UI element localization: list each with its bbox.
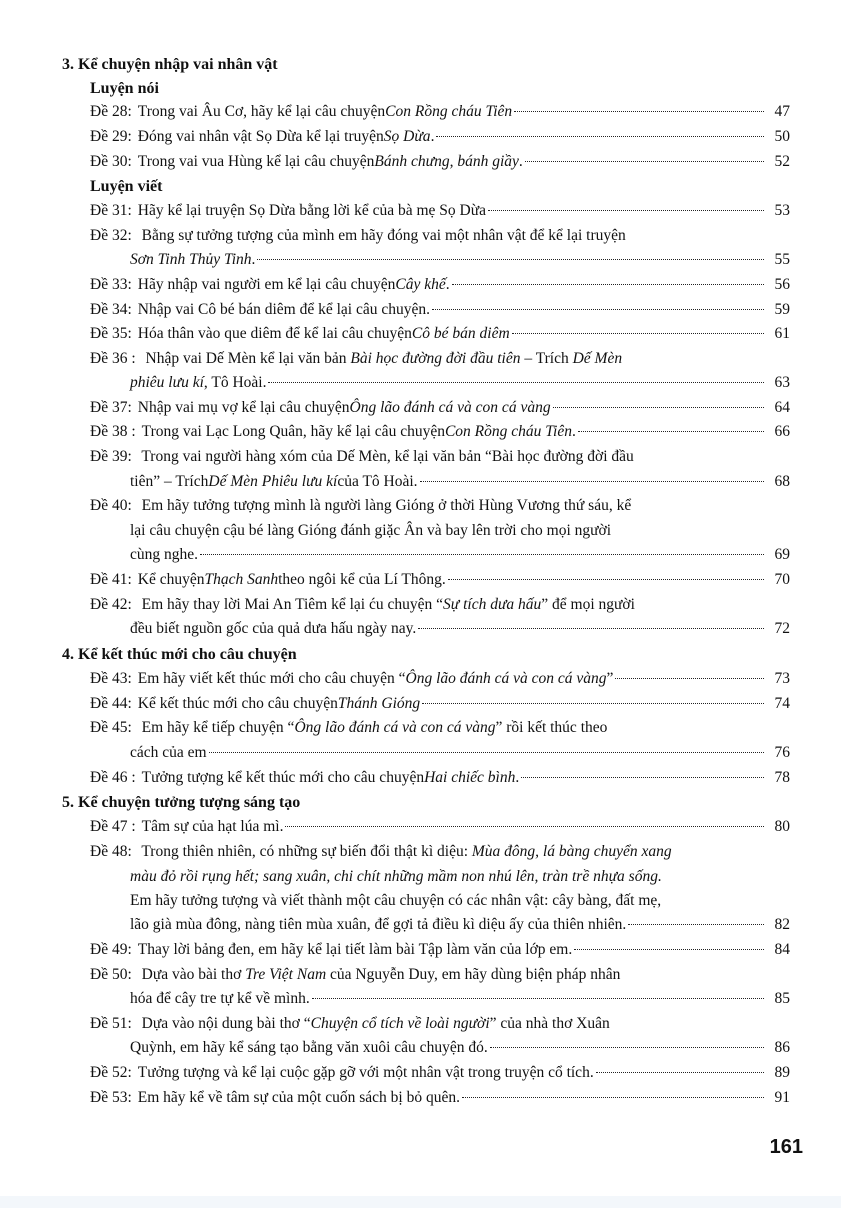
entry-italic-title: Ông lão đánh cá và con cá vàng <box>405 670 607 687</box>
entry-text: Dựa vào nội dung bài thơ “ <box>141 1015 311 1032</box>
page-ref: 73 <box>774 670 790 687</box>
toc-entry-48[interactable] <box>90 841 790 863</box>
toc-entry-40-continuation-1[interactable] <box>130 520 790 542</box>
toc-entry-39-continuation[interactable] <box>130 471 790 493</box>
entry-text: Trong thiên nhiên, có những sự biến đổi thật kì diệu: <box>141 843 472 860</box>
entry-label: Đề 38 : <box>90 423 136 440</box>
page-ref: 63 <box>774 374 790 391</box>
page-ref: 53 <box>774 202 790 219</box>
toc-entry-46[interactable] <box>90 767 790 789</box>
entry-italic-title-2: Dế Mèn <box>572 350 623 367</box>
entry-label: Đề 30: <box>90 153 132 170</box>
entry-text-tail: ” <box>606 670 614 687</box>
entry-italic-title: Con Rồng cháu Tiên <box>444 423 572 440</box>
toc-entry-41[interactable] <box>90 569 790 591</box>
entry-text: Hãy kể lại truyện Sọ Dừa bằng lời kể của bà mẹ Sọ Dừa <box>137 202 487 219</box>
dot-leader <box>312 997 764 999</box>
entry-text: tiên” – Trích <box>130 473 209 490</box>
entry-italic-title: Bánh chưng, bánh giầy <box>374 153 519 170</box>
toc-entry-44[interactable] <box>90 693 790 715</box>
entry-italic-title: Sơn Tinh Thủy Tinh <box>130 251 252 268</box>
entry-italic-title: Con Rồng cháu Tiên <box>385 103 513 120</box>
page-bottom-edge <box>0 1196 841 1208</box>
entry-italic-title: Dế Mèn Phiêu lưu kí <box>208 473 338 490</box>
entry-text-tail: . <box>430 128 435 145</box>
dot-leader <box>268 381 764 383</box>
entry-text: Hóa thân vào que diêm để kể lai câu chuyện <box>137 325 412 342</box>
page-ref: 68 <box>774 473 790 490</box>
page-ref: 82 <box>774 916 790 933</box>
page-ref: 50 <box>774 128 790 145</box>
entry-label: Đề 28: <box>90 103 132 120</box>
entry-text: hóa để cây tre tự kể về mình. <box>130 990 310 1007</box>
entry-text: Nhập vai Cô bé bán diêm để kể lại câu chuyện. <box>137 301 431 318</box>
entry-label: Đề 33: <box>90 276 132 293</box>
entry-text-tail: . <box>445 276 450 293</box>
page-ref: 61 <box>774 325 790 342</box>
entry-text: Dựa vào bài thơ <box>141 966 246 983</box>
entry-italic-title: Cây khế <box>395 276 446 293</box>
entry-text: Em hãy thay lời Mai An Tiêm kể lại ću chuyện “ <box>141 596 443 613</box>
toc-entry-45-continuation[interactable] <box>130 742 790 764</box>
entry-label: Đề 34: <box>90 301 132 318</box>
dot-leader <box>257 258 764 260</box>
toc-entry-40-continuation-2[interactable] <box>130 544 790 566</box>
dot-leader <box>490 1046 764 1048</box>
page-ref: 59 <box>774 301 790 318</box>
entry-text: Em hãy kể về tâm sự của một cuốn sách bị bỏ quên. <box>137 1089 460 1106</box>
page-ref: 74 <box>774 695 790 712</box>
entry-italic-text: màu đỏ rồi rụng hết; sang xuân, chi chít những mầm non nhú lên, tràn trề nhựa sống. <box>130 868 662 885</box>
entry-label: Đề 41: <box>90 571 132 588</box>
toc-entry-48-continuation-1[interactable] <box>130 866 790 888</box>
entry-label: Đề 43: <box>90 670 132 687</box>
entry-text: cùng nghe. <box>130 546 199 563</box>
entry-italic-title: Ông lão đánh cá và con cá vàng <box>349 399 551 416</box>
page-ref: 47 <box>774 103 790 120</box>
page-ref: 70 <box>774 571 790 588</box>
section-heading-4: 4. Kể kết thúc mới cho câu chuyện <box>62 646 297 663</box>
entry-text: Em hãy tưởng tượng và viết thành một câu chuyện có các nhân vật: cây bàng, đất mẹ, <box>130 892 662 909</box>
toc-entry-49[interactable] <box>90 939 790 961</box>
entry-text: lại câu chuyện cậu bé làng Gióng đánh giặc Ân và bay lên trời cho mọi người <box>130 522 612 539</box>
entry-text: Em hãy kể tiếp chuyện “ <box>141 719 295 736</box>
page-ref: 52 <box>774 153 790 170</box>
entry-label: Đề 37: <box>90 399 132 416</box>
page-ref: 80 <box>774 818 790 835</box>
entry-label: Đề 29: <box>90 128 132 145</box>
page-ref: 72 <box>774 620 790 637</box>
entry-label: Đề 47 : <box>90 818 136 835</box>
entry-label: Đề 53: <box>90 1089 132 1106</box>
entry-text-tail: theo ngôi kể của Lí Thông. <box>278 571 446 588</box>
toc-entry-39[interactable] <box>90 446 790 468</box>
entry-text: Tâm sự của hạt lúa mì. <box>141 818 284 835</box>
dot-leader <box>615 677 764 679</box>
entry-text: Nhập vai mụ vợ kể lại câu chuyện <box>137 399 350 416</box>
entry-label: Đề 46 : <box>90 769 136 786</box>
toc-entry-28[interactable] <box>90 101 790 123</box>
toc-entry-36[interactable] <box>90 348 790 370</box>
entry-italic-title: Chuyện cổ tích về loài người <box>310 1015 490 1032</box>
entry-italic-title: Ông lão đánh cá và con cá vàng <box>294 719 496 736</box>
entry-text: Hãy nhập vai người em kể lại câu chuyện <box>137 276 396 293</box>
toc-entry-35[interactable] <box>90 323 790 345</box>
page-ref: 91 <box>774 1089 790 1106</box>
section-heading-3: 3. Kể chuyện nhập vai nhân vật <box>62 56 278 73</box>
toc-entry-48-continuation-3[interactable] <box>130 914 790 936</box>
dot-leader <box>200 553 764 555</box>
page-ref: 66 <box>774 423 790 440</box>
dot-leader <box>209 751 764 753</box>
entry-label: Đề 35: <box>90 325 132 342</box>
toc-entry-42[interactable] <box>90 594 790 616</box>
dot-leader <box>436 135 764 137</box>
page-ref: 64 <box>774 399 790 416</box>
entry-text: Kể kết thúc mới cho câu chuyện <box>137 695 338 712</box>
dot-leader <box>525 160 764 162</box>
entry-text: cách của em <box>130 744 207 761</box>
entry-italic-title: Sự tích dưa hấu <box>443 596 542 613</box>
dot-leader <box>512 332 764 334</box>
toc-entry-51[interactable] <box>90 1013 790 1035</box>
toc-entry-40[interactable] <box>90 495 790 517</box>
toc-entry-47[interactable] <box>90 816 790 838</box>
toc-entry-52[interactable] <box>90 1062 790 1084</box>
toc-entry-53[interactable] <box>90 1087 790 1109</box>
entry-label: Đề 32: <box>90 227 132 244</box>
entry-label: Đề 51: <box>90 1015 132 1032</box>
dot-leader <box>578 430 764 432</box>
entry-italic-title: Thánh Gióng <box>337 695 421 712</box>
entry-text-tail: ” rồi kết thúc theo <box>495 719 608 736</box>
toc-entry-43[interactable] <box>90 668 790 690</box>
entry-text: Kể chuyện <box>137 571 205 588</box>
entry-text: Trong vai Lạc Long Quân, hãy kể lại câu chuyện <box>141 423 445 440</box>
entry-label: Đề 39: <box>90 448 132 465</box>
entry-text: Bằng sự tưởng tượng của mình em hãy đóng vai một nhân vật để kể lại truyện <box>141 227 626 244</box>
entry-italic-title: Cô bé bán diêm <box>411 325 510 342</box>
toc-entry-48-continuation-2[interactable] <box>130 890 790 912</box>
dot-leader <box>422 702 764 704</box>
entry-text: đều biết nguồn gốc của quả dưa hấu ngày nay. <box>130 620 417 637</box>
entry-label: Đề 52: <box>90 1064 132 1081</box>
entry-italic-title: phiêu lưu kí <box>130 374 204 391</box>
toc-entry-32[interactable] <box>90 225 790 247</box>
entry-text: Tưởng tượng kể kết thúc mới cho câu chuyện <box>141 769 425 786</box>
entry-text: Tưởng tượng và kể lại cuộc gặp gỡ với một nhân vật trong truyện cổ tích. <box>137 1064 594 1081</box>
toc-entry-42-continuation[interactable] <box>130 618 790 640</box>
entry-text: lão già mùa đông, nàng tiên mùa xuân, để gợi tả điều kì diệu ấy của thiên nhiên. <box>130 916 627 933</box>
entry-label: Đề 49: <box>90 941 132 958</box>
entry-text: Trong vai vua Hùng kể lại câu chuyện <box>137 153 375 170</box>
entry-italic-title: Tre Việt Nam <box>245 966 327 983</box>
dot-leader <box>488 209 764 211</box>
dot-leader <box>553 406 764 408</box>
entry-text: Em hãy viết kết thúc mới cho câu chuyện “ <box>137 670 406 687</box>
entry-text-tail: . <box>571 423 576 440</box>
toc-entry-31[interactable] <box>90 200 790 222</box>
dot-leader <box>596 1071 764 1073</box>
dot-leader <box>462 1096 764 1098</box>
toc-entry-30[interactable] <box>90 151 790 173</box>
toc-entry-50[interactable] <box>90 964 790 986</box>
entry-text: Quỳnh, em hãy kể sáng tạo bằng văn xuôi câu chuyện đó. <box>130 1039 488 1056</box>
toc-entry-45[interactable] <box>90 717 790 739</box>
toc-entry-36-continuation[interactable] <box>130 372 790 394</box>
entry-italic-title: Hai chiếc bình <box>424 769 516 786</box>
page-ref: 69 <box>774 546 790 563</box>
dot-leader <box>521 776 764 778</box>
entry-text: Trong vai người hàng xóm của Dế Mèn, kể lại văn bản “Bài học đường đời đầu <box>141 448 634 465</box>
entry-text-tail: . <box>515 769 520 786</box>
toc-entry-32-continuation[interactable] <box>130 249 790 271</box>
entry-text: Đóng vai nhân vật Sọ Dừa kể lại truyện <box>137 128 384 145</box>
page-ref: 56 <box>774 276 790 293</box>
dot-leader <box>448 578 764 580</box>
entry-text: Nhập vai Dế Mèn kể lại văn bản <box>145 350 351 367</box>
entry-text-tail: . <box>251 251 256 268</box>
entry-label: Đề 36 : <box>90 350 136 367</box>
dot-leader <box>574 948 764 950</box>
entry-italic-title: Sọ Dừa <box>383 128 431 145</box>
subheading-luyen-noi: Luyện nói <box>90 80 159 97</box>
section-heading-5: 5. Kể chuyện tưởng tượng sáng tạo <box>62 794 301 811</box>
dot-leader <box>628 923 764 925</box>
entry-italic-title: Bài học đường đời đầu tiên <box>350 350 521 367</box>
toc-entry-37[interactable] <box>90 397 790 419</box>
entry-text-tail: ” của nhà thơ Xuân <box>489 1015 610 1032</box>
dot-leader <box>432 308 764 310</box>
page-ref: 89 <box>774 1064 790 1081</box>
entry-text: Thay lời bảng đen, em hãy kể lại tiết làm bài Tập làm văn của lớp em. <box>137 941 573 958</box>
page-ref: 78 <box>774 769 790 786</box>
entry-italic-title: Thạch Sanh <box>204 571 279 588</box>
page-ref: 55 <box>774 251 790 268</box>
dot-leader <box>420 480 764 482</box>
entry-text-mid: – Trích <box>520 350 573 367</box>
toc-entry-34[interactable] <box>90 299 790 321</box>
dot-leader <box>285 825 764 827</box>
entry-text-tail: của Nguyễn Duy, em hãy dùng biện pháp nhân <box>326 966 621 983</box>
entry-label: Đề 40: <box>90 497 132 514</box>
entry-text-tail: của Tô Hoài. <box>337 473 418 490</box>
page-ref: 84 <box>774 941 790 958</box>
toc-entry-33[interactable] <box>90 274 790 296</box>
page-ref: 85 <box>774 990 790 1007</box>
dot-leader <box>418 627 764 629</box>
entry-label: Đề 44: <box>90 695 132 712</box>
toc-entry-29[interactable] <box>90 126 790 148</box>
entry-label: Đề 42: <box>90 596 132 613</box>
page-number: 161 <box>769 1136 803 1158</box>
entry-label: Đề 31: <box>90 202 132 219</box>
entry-label: Đề 50: <box>90 966 132 983</box>
page-ref: 86 <box>774 1039 790 1056</box>
entry-label: Đề 45: <box>90 719 132 736</box>
subheading-luyen-viet: Luyện viết <box>90 178 163 195</box>
entry-text-tail: . <box>518 153 523 170</box>
page-ref: 76 <box>774 744 790 761</box>
toc-entry-38[interactable] <box>90 421 790 443</box>
dot-leader <box>514 110 764 112</box>
toc-entry-51-continuation[interactable] <box>130 1037 790 1059</box>
entry-text: Trong vai Âu Cơ, hãy kể lại câu chuyện <box>137 103 386 120</box>
toc-entry-50-continuation[interactable] <box>130 988 790 1010</box>
entry-text-tail: ” để mọi người <box>541 596 635 613</box>
entry-italic-title: Mùa đông, lá bàng chuyển xang <box>471 843 672 860</box>
entry-text: Em hãy tưởng tượng mình là người làng Gióng ở thời Hùng Vương thứ sáu, kể <box>141 497 632 514</box>
entry-label: Đề 48: <box>90 843 132 860</box>
dot-leader <box>452 283 764 285</box>
entry-text-tail: , Tô Hoài. <box>203 374 267 391</box>
